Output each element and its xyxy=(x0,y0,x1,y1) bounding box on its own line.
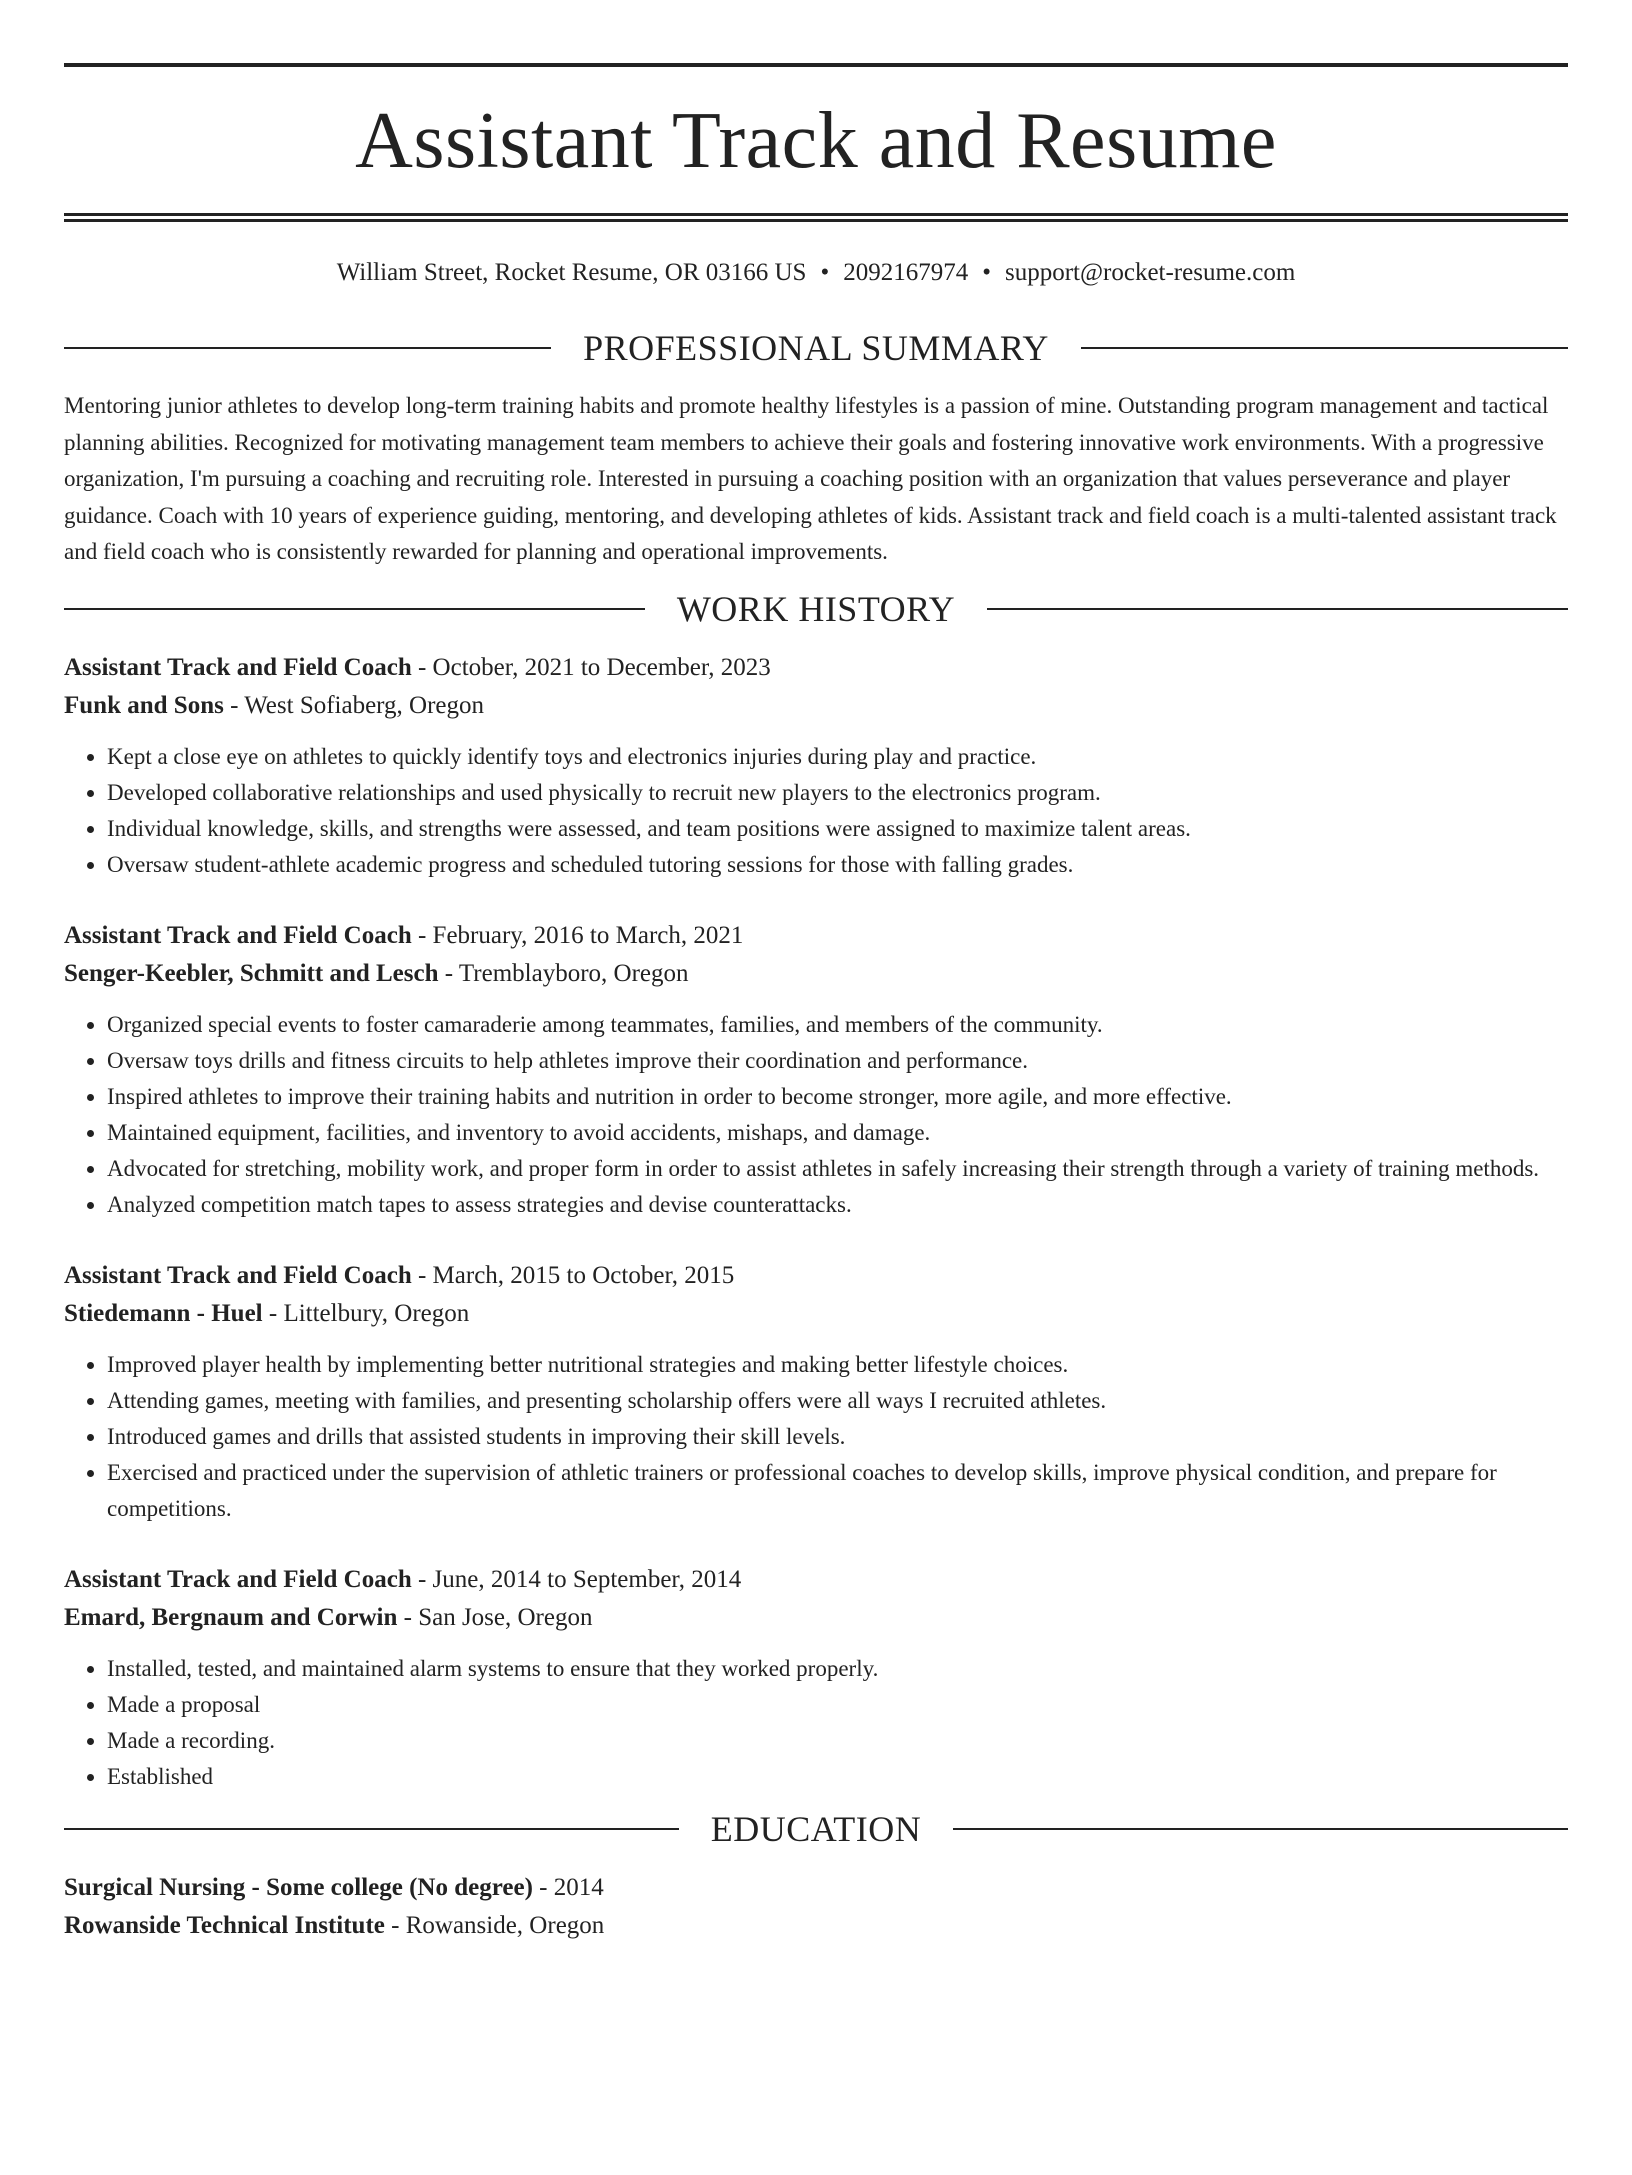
section-title-summary: PROFESSIONAL SUMMARY xyxy=(583,328,1049,368)
job-entry xyxy=(64,649,1568,883)
job-bullet-list xyxy=(64,739,1568,883)
job-company-line xyxy=(64,1295,1568,1333)
job-bullet: • Maintained equipment, facilities, and inventory to avoid accidents, mishaps, and damage. xyxy=(107,1115,1568,1151)
job-title-line xyxy=(64,1257,1568,1295)
job-dates: - March, 2015 to October, 2015 xyxy=(411,1261,735,1289)
education-location: - Rowanside, Oregon xyxy=(384,1911,605,1939)
job-company: Senger-Keebler, Schmitt and Lesch xyxy=(64,959,439,987)
job-title: Assistant Track and Field Coach xyxy=(64,1565,412,1593)
job-dates: - June, 2014 to September, 2014 xyxy=(411,1565,742,1593)
name-double-rule xyxy=(64,213,1568,222)
job-company: Stiedemann - Huel xyxy=(64,1299,263,1327)
job-entry xyxy=(64,1561,1568,1795)
job-bullet: • Developed collaborative relationships and used physically to recruit new players to the electronics program. xyxy=(107,775,1568,811)
contact-address: William Street, Rocket Resume, OR 03166 US xyxy=(336,259,807,286)
section-rule-right xyxy=(953,1828,1568,1830)
job-company-line xyxy=(64,955,1568,993)
section-header-work xyxy=(64,589,1568,629)
job-location: - San Jose, Oregon xyxy=(397,1603,593,1631)
contact-phone: 2092167974 xyxy=(843,259,969,286)
job-bullet: • Improved player health by implementing better nutritional strategies and making better lifestyle choices. xyxy=(107,1347,1568,1383)
job-bullet-list xyxy=(64,1651,1568,1795)
job-bullet: • Exercised and practiced under the supervision of athletic trainers or professional coaches to develop skills, improve physical condition, and prepare for competitions. xyxy=(107,1455,1568,1527)
job-bullet: • Oversaw toys drills and fitness circuits to help athletes improve their coordination and performance. xyxy=(107,1043,1568,1079)
job-title-line xyxy=(64,649,1568,687)
job-bullet: • Installed, tested, and maintained alarm systems to ensure that they worked properly. xyxy=(107,1651,1568,1687)
job-spacer xyxy=(64,883,1568,917)
job-entry xyxy=(64,1257,1568,1527)
job-bullet-list xyxy=(64,1347,1568,1527)
job-bullet: • Inspired athletes to improve their training habits and nutrition in order to become stronger, more agile, and more effective. xyxy=(107,1079,1568,1115)
job-bullet: • Attending games, meeting with families, and presenting scholarship offers were all ways I recruited athletes. xyxy=(107,1383,1568,1419)
section-rule-right xyxy=(987,608,1568,610)
job-bullet: • Kept a close eye on athletes to quickly identify toys and electronics injuries during play and practice. xyxy=(107,739,1568,775)
section-title-work: WORK HISTORY xyxy=(676,588,956,629)
job-title: Assistant Track and Field Coach xyxy=(64,653,412,681)
job-company-line xyxy=(64,1599,1568,1637)
job-title: Assistant Track and Field Coach xyxy=(64,1261,412,1289)
top-rule xyxy=(64,63,1568,67)
job-dates: - February, 2016 to March, 2021 xyxy=(411,921,744,949)
job-bullet: • Oversaw student-athlete academic progress and scheduled tutoring sessions for those with falling grades. xyxy=(107,847,1568,883)
job-company: Funk and Sons xyxy=(64,691,224,719)
summary-text: Mentoring junior athletes to develop long-term training habits and promote healthy lifestyles is a passion of mine. Outstanding program management and tactical planning abilities. Recognized for motivating management team members to achieve their goals and fostering innovative work environments. With a progressive organization, I'm pursuing a coaching and recruiting role. Interested in pursuing a coaching position with an organization that values perseverance and player guidance. Coach with 10 years of experience guiding, mentoring, and developing athletes of kids. Assistant track and field coach is a multi-talented assistant track and field coach who is consistently rewarded for planning and operational improvements. xyxy=(64,393,1557,564)
job-title-line xyxy=(64,917,1568,955)
section-rule-right xyxy=(1081,347,1568,349)
education-school-line xyxy=(64,1907,1568,1945)
job-entry xyxy=(64,917,1568,1223)
job-spacer xyxy=(64,1527,1568,1561)
section-rule-left xyxy=(64,347,551,349)
education-year: - 2014 xyxy=(532,1873,604,1901)
job-bullet: • Made a proposal xyxy=(107,1687,1568,1723)
job-bullet: • Advocated for stretching, mobility work, and proper form in order to assist athletes in safely increasing their strength through a variety of training methods. xyxy=(107,1151,1568,1187)
section-title-education: EDUCATION xyxy=(710,1808,922,1849)
section-rule-left xyxy=(64,1828,679,1830)
job-company-line xyxy=(64,687,1568,725)
job-title: Assistant Track and Field Coach xyxy=(64,921,412,949)
job-title-line xyxy=(64,1561,1568,1599)
contact-email: support@rocket-resume.com xyxy=(1005,259,1296,286)
job-spacer xyxy=(64,1223,1568,1257)
section-rule-left xyxy=(64,608,645,610)
education-degree: Surgical Nursing - Some college (No degree) xyxy=(64,1873,533,1901)
job-bullet: • Established xyxy=(107,1759,1568,1795)
job-location: - Tremblayboro, Oregon xyxy=(438,959,689,987)
job-company: Emard, Bergnaum and Corwin xyxy=(64,1603,398,1631)
contact-separator: • xyxy=(982,259,991,286)
resume-page xyxy=(0,63,1632,2175)
education-entry xyxy=(64,1869,1568,1945)
education-school: Rowanside Technical Institute xyxy=(64,1911,385,1939)
job-location: - Littelbury, Oregon xyxy=(262,1299,470,1327)
job-location: - West Sofiaberg, Oregon xyxy=(223,691,485,719)
section-header-summary xyxy=(64,328,1568,368)
section-header-education xyxy=(64,1809,1568,1849)
job-bullet: • Analyzed competition match tapes to assess strategies and devise counterattacks. xyxy=(107,1187,1568,1223)
job-bullet: • Individual knowledge, skills, and strengths were assessed, and team positions were assigned to maximize talent areas. xyxy=(107,811,1568,847)
job-bullet: • Made a recording. xyxy=(107,1723,1568,1759)
job-bullet: • Organized special events to foster camaraderie among teammates, families, and members of the community. xyxy=(107,1007,1568,1043)
resume-name: Assistant Track and Resume xyxy=(355,97,1277,185)
education-degree-line xyxy=(64,1869,1568,1907)
job-bullet-list xyxy=(64,1007,1568,1223)
job-bullet: • Introduced games and drills that assisted students in improving their skill levels. xyxy=(107,1419,1568,1455)
contact-line xyxy=(64,258,1568,288)
job-dates: - October, 2021 to December, 2023 xyxy=(411,653,771,681)
work-history-list xyxy=(64,649,1568,1795)
contact-separator: • xyxy=(820,259,830,286)
